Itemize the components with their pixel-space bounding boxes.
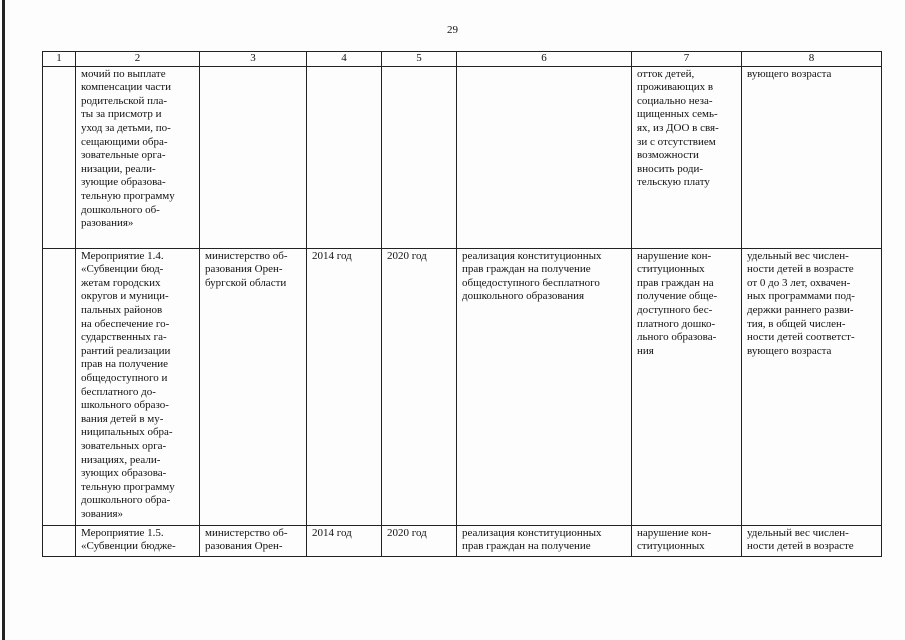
table-cell: мочий по выплате компенсации части родительской пла- ты за присмотр и уход за детьми, по- сещающими обра- зовательные орга- низации, реали- зующие образова- тельную программу дошкольного об- разования» (76, 66, 200, 248)
table-cell (382, 66, 457, 248)
table-cell: Мероприятие 1.5. «Субвенции бюдже- (76, 525, 200, 556)
table-cell (43, 66, 76, 248)
table-cell: удельный вес числен- ности детей в возрасте от 0 до 3 лет, охвачен- ных программами под- держки раннего разви- тия, в общей числен- ности детей соответст- вующего возраста (742, 248, 882, 525)
table-cell: 2014 год (307, 248, 382, 525)
header-col-6: 6 (457, 52, 632, 67)
header-col-8: 8 (742, 52, 882, 67)
header-col-3: 3 (200, 52, 307, 67)
header-col-1: 1 (43, 52, 76, 67)
table-cell: нарушение кон- ституционных прав граждан на получение обще- доступного бес- платного дошко- льного образова- ния (632, 248, 742, 525)
header-col-7: 7 (632, 52, 742, 67)
left-margin-bar (2, 0, 5, 640)
page-number: 29 (447, 24, 458, 36)
table-cell: 2020 год (382, 525, 457, 556)
table-cell (200, 66, 307, 248)
table-cell: удельный вес числен- ности детей в возрасте (742, 525, 882, 556)
table-cell: министерство об- разования Орен- (200, 525, 307, 556)
table-row (43, 248, 882, 525)
table-cell: отток детей, проживающих в социально неза- щищенных семь- ях, из ДОО в свя- зи с отсутствием возможности вносить роди- тельскую плату (632, 66, 742, 248)
table-cell: Мероприятие 1.4. «Субвенции бюд- жетам городских округов и муници- пальных районов на обеспечение го- сударственных га- рантий реализации прав на получение общедоступного и бесплатного до- школьного образо- вания детей в му- ниципальных обра- зовательных орга- низациях, реали- зующих образова- тельную программу дошкольного обра- зования» (76, 248, 200, 525)
table-cell: 2020 год (382, 248, 457, 525)
header-row (43, 52, 882, 67)
table-cell: 2014 год (307, 525, 382, 556)
table-cell: реализация конституционных прав граждан на получение общедоступного бесплатного дошкольного образования (457, 248, 632, 525)
program-table (42, 51, 882, 557)
table-row (43, 66, 882, 248)
table-cell: нарушение кон- ституционных (632, 525, 742, 556)
table-cell (307, 66, 382, 248)
header-col-2: 2 (76, 52, 200, 67)
table-cell (43, 248, 76, 525)
table-cell (457, 66, 632, 248)
table-cell (43, 525, 76, 556)
table-cell: реализация конституционных прав граждан на получение (457, 525, 632, 556)
table-cell: вующего возраста (742, 66, 882, 248)
table-row (43, 525, 882, 556)
header-col-5: 5 (382, 52, 457, 67)
header-col-4: 4 (307, 52, 382, 67)
table-cell: министерство об- разования Орен- бургской области (200, 248, 307, 525)
